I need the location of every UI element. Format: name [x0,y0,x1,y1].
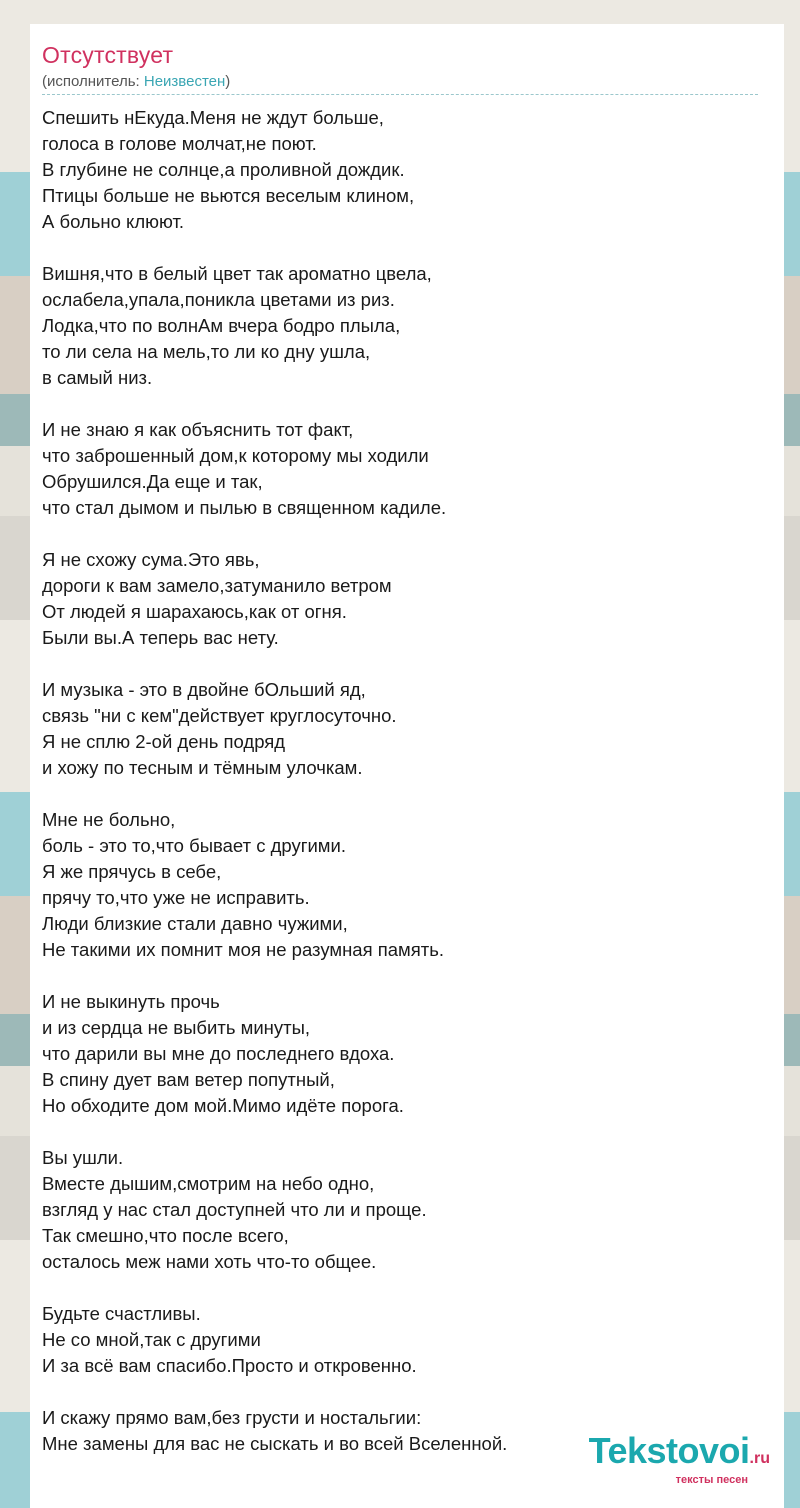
stanza [42,417,762,521]
lyric-line: Будьте счастливы. [42,1303,201,1324]
artist-link[interactable]: Неизвестен [143,73,226,90]
lyric-line: что заброшенный дом,к которому мы ходили [42,445,429,466]
lyric-line: Мне не больно, [42,809,176,830]
lyric-line: Птицы больше не вьются веселым клином, [42,185,415,206]
lyric-line: Не со мной,так с другими [42,1329,261,1350]
lyric-line: и из сердца не выбить минуты, [42,1017,311,1038]
stanza [42,105,762,235]
lyric-line: В спину дует вам ветер попутный, [42,1069,335,1090]
lyric-line: что дарили вы мне до последнего вдоха. [42,1043,395,1064]
logo-wordmark [588,1430,770,1476]
song-title: Отсутствует [42,42,174,68]
divider [42,94,758,95]
lyric-line: то ли села на мель,то ли ко дну ушла, [42,341,371,362]
lyric-line: взгляд у нас стал доступней что ли и проще. [42,1199,427,1220]
lyric-line: Спешить нЕкуда.Меня не ждут больше, [42,107,384,128]
lyric-line: И музыка - это в двойне бОльший яд, [42,679,366,700]
lyric-line: Вы ушли. [42,1147,124,1168]
stanza [42,547,762,651]
lyric-line: Мне замены для вас не сыскать и во всей Вселенной. [42,1433,508,1454]
lyric-line: в самый низ. [42,367,153,388]
lyric-line: В глубине не солнце,а проливной дождик. [42,159,405,180]
lyric-line: От людей я шарахаюсь,как от огня. [42,601,347,622]
lyric-line: боль - это то,что бывает с другими. [42,835,346,856]
lyric-line: Не такими их помнит моя не разумная память. [42,939,445,960]
lyric-line: Обрушился.Да еще и так, [42,471,263,492]
lyric-line: ослабела,упала,поникла цветами из риз. [42,289,395,310]
lyric-line: Были вы.А теперь вас нету. [42,627,279,648]
stanza [42,1145,762,1275]
lyric-line: Люди близкие стали давно чужими, [42,913,348,934]
lyric-line: прячу то,что уже не исправить. [42,887,310,908]
stanza [42,261,762,391]
lyric-line: А больно клюют. [42,211,185,232]
lyric-line: осталось меж нами хоть что-то общее. [42,1251,377,1272]
lyric-line: И скажу прямо вам,без грусти и ностальгии: [42,1407,422,1428]
stanza [42,989,762,1119]
lyrics-card [30,24,784,1508]
stanza [42,807,762,963]
lyric-line: Я не схожу сума.Это явь, [42,549,260,570]
lyric-line: и хожу по тесным и тёмным улочкам. [42,757,363,778]
logo-tagline: тексты песен [675,1474,748,1486]
stanza [42,1301,762,1379]
site-logo[interactable] [588,1430,770,1486]
lyric-line: голоса в голове молчат,не поют. [42,133,317,154]
artist-prefix: (исполнитель: [42,73,144,90]
artist-line [42,73,230,90]
lyric-line: Вместе дышим,смотрим на небо одно, [42,1173,375,1194]
lyric-line: И не выкинуть прочь [42,991,220,1012]
logo-main-text: Tekstovoi [588,1430,750,1471]
logo-tld: .ru [749,1450,770,1467]
lyric-line: И за всё вам спасибо.Просто и откровенно. [42,1355,417,1376]
lyric-line: дороги к вам замело,затуманило ветром [42,575,392,596]
lyric-line: Лодка,что по волнАм вчера бодро плыла, [42,315,401,336]
lyric-line: связь "ни с кем"действует круглосуточно. [42,705,397,726]
lyric-line: И не знаю я как объяснить тот факт, [42,419,354,440]
lyric-line: Я же прячусь в себе, [42,861,222,882]
stanza [42,677,762,781]
lyric-line: Так смешно,что после всего, [42,1225,289,1246]
lyric-line: что стал дымом и пылью в священном кадиле. [42,497,447,518]
lyric-line: Но обходите дом мой.Мимо идёте порога. [42,1095,404,1116]
lyric-line: Я не сплю 2-ой день подряд [42,731,286,752]
lyric-line: Вишня,что в белый цвет так ароматно цвела, [42,263,432,284]
artist-suffix: ) [225,73,231,90]
lyrics-body [42,105,762,1483]
